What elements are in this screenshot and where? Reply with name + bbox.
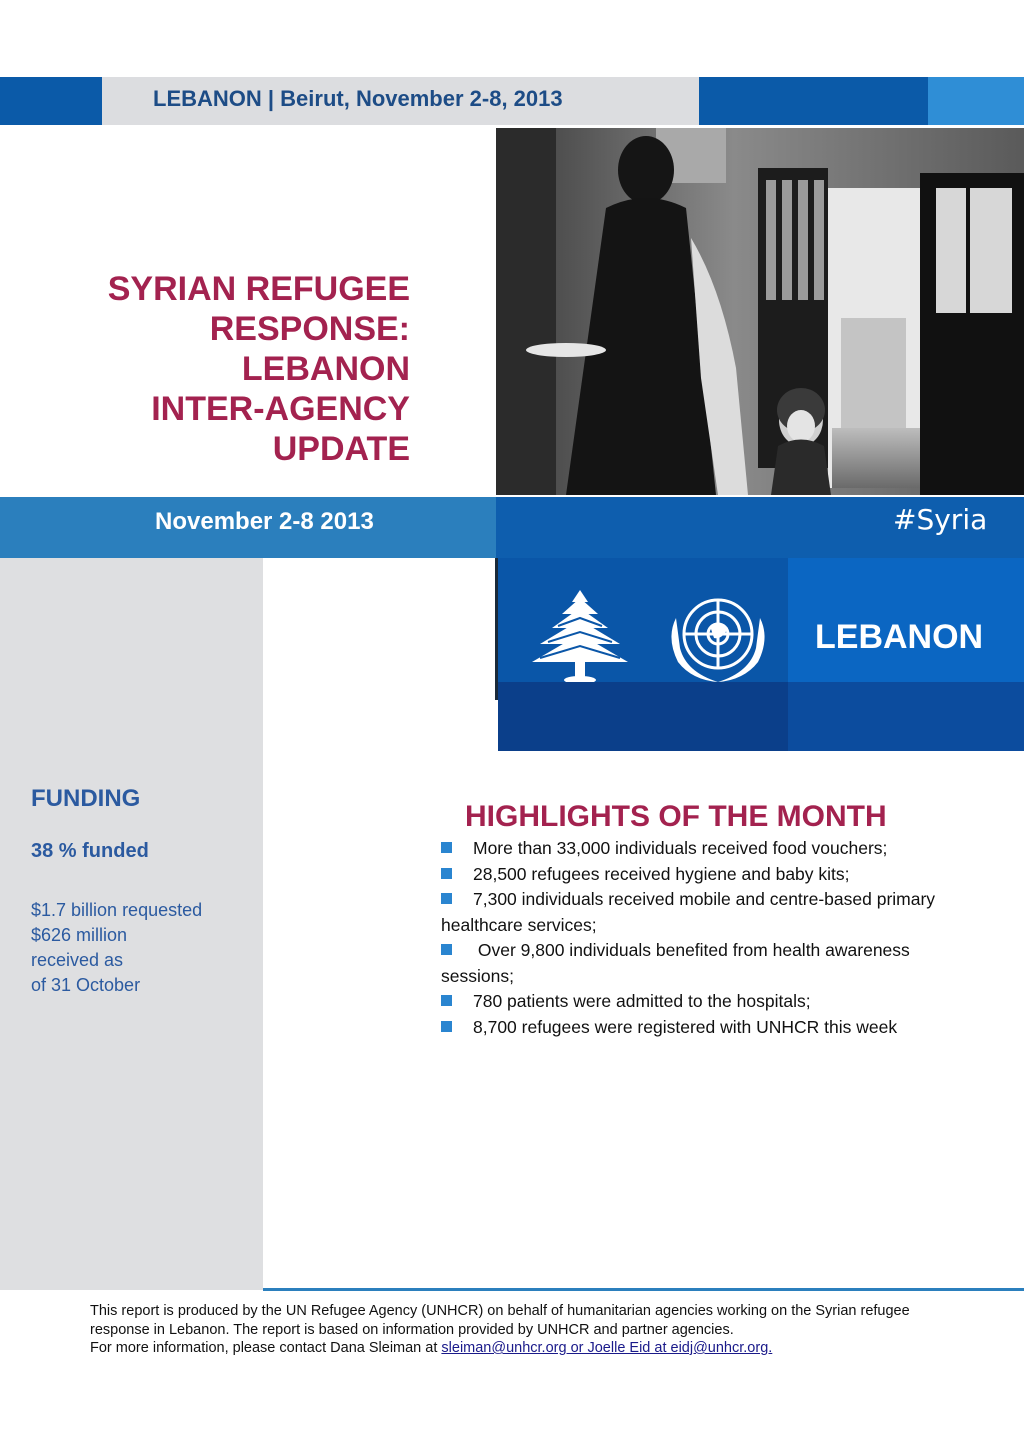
- funding-details: [31, 898, 202, 998]
- footer-divider: [263, 1288, 1024, 1291]
- report-date: November 2-8 2013: [155, 508, 374, 535]
- dark-blue-panel: [788, 682, 1024, 751]
- contact-email-link[interactable]: sleiman@unhcr.org or Joelle Eid at eidj@unhcr.org.: [441, 1340, 773, 1356]
- blue-panel: [496, 497, 789, 558]
- footer-contact-prefix: For more information, please contact Dana Sleiman at: [90, 1340, 442, 1356]
- footer-line: This report is produced by the UN Refugee Agency (UNHCR) on behalf of humanitarian agencies working on the Syrian refugee response in Lebanon. The report is based on information provided by UNHCR and partner agencies.: [90, 1303, 910, 1338]
- square-bullet-icon: [441, 944, 452, 955]
- funding-detail-line: of 31 October: [31, 975, 141, 995]
- square-bullet-icon: [441, 1021, 452, 1032]
- hashtag-label: #Syria: [893, 503, 988, 536]
- highlight-item: More than 33,000 individuals received food vouchers;: [441, 836, 971, 862]
- header-bar-left: [0, 77, 102, 125]
- header-bar-right: [699, 77, 928, 125]
- footer-note: [90, 1302, 970, 1358]
- funding-detail-line: $626 million: [31, 925, 128, 945]
- funding-detail-line: $1.7 billion requested: [31, 900, 203, 920]
- country-label: LEBANON: [815, 618, 984, 656]
- highlights-list: [441, 836, 971, 1040]
- emblem-panel: [498, 558, 788, 682]
- cover-photo: [496, 128, 1024, 495]
- funded-percentage: 38 % funded: [31, 840, 149, 862]
- highlight-item: Over 9,800 individuals benefited from health awareness sessions;: [441, 940, 910, 986]
- report-title: [10, 269, 410, 469]
- cedar-tree-icon: [528, 588, 632, 686]
- title-line: LEBANON: [241, 350, 410, 388]
- title-line: UPDATE: [272, 430, 410, 468]
- cover-photo-image: [496, 128, 1024, 495]
- header-location-label: LEBANON | Beirut, November 2-8, 2013: [153, 86, 563, 111]
- highlight-item: 7,300 individuals received mobile and centre-based primary healthcare services;: [441, 889, 936, 935]
- header-bar-accent: [928, 77, 1024, 125]
- footer-contact: [90, 1339, 970, 1358]
- highlight-item: 8,700 refugees were registered with UNHCR this week: [441, 1015, 971, 1041]
- square-bullet-icon: [441, 995, 452, 1006]
- dark-blue-panel: [498, 682, 788, 751]
- funding-title: FUNDING: [31, 785, 141, 812]
- funding-detail-line: received as: [31, 950, 124, 970]
- highlights-title: HIGHLIGHTS OF THE MONTH: [465, 800, 887, 833]
- square-bullet-icon: [441, 842, 452, 853]
- highlight-item: 28,500 refugees received hygiene and baby kits;: [441, 862, 971, 888]
- title-line: SYRIAN REFUGEE: [107, 270, 410, 308]
- title-line: RESPONSE:: [209, 310, 410, 348]
- square-bullet-icon: [441, 893, 452, 904]
- title-line: INTER-AGENCY: [151, 390, 410, 428]
- square-bullet-icon: [441, 868, 452, 879]
- highlight-item: 780 patients were admitted to the hospitals;: [441, 989, 971, 1015]
- un-emblem-icon: [662, 588, 774, 686]
